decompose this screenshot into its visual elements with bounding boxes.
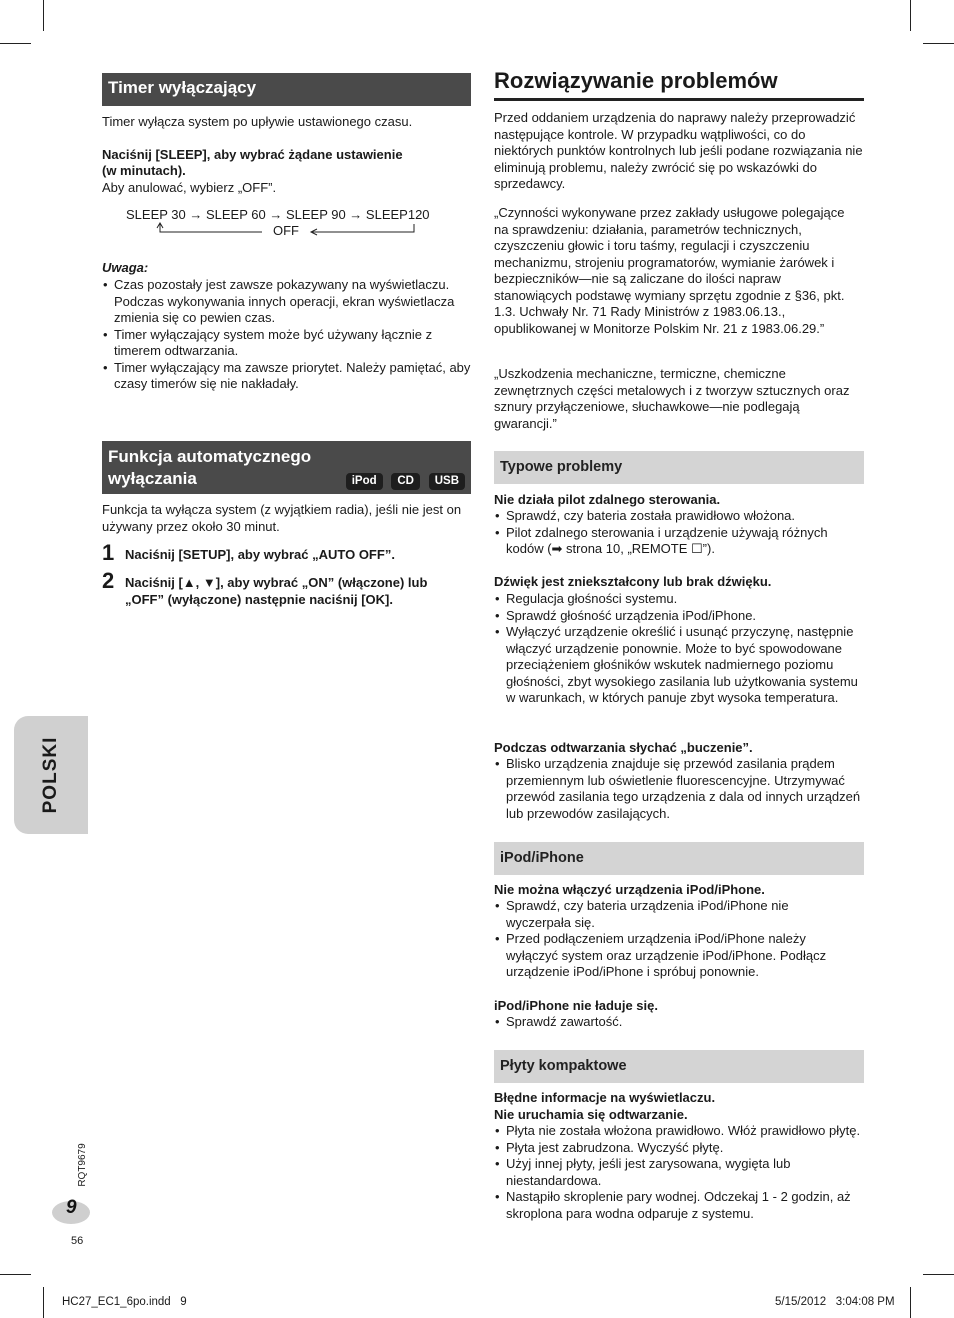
section-title: Typowe problemy — [500, 459, 623, 475]
crop-mark — [43, 1287, 44, 1318]
timer-instruction-2: (w minutach). — [102, 163, 186, 178]
badge-ipod: iPod — [346, 473, 383, 490]
crop-mark — [0, 1274, 31, 1275]
step-number: 2 — [102, 568, 115, 593]
timer-instruction-1: Naciśnij [SLEEP], aby wybrać żądane ustawienie — [102, 147, 403, 162]
auto-off-intro: Funkcja ta wyłącza system (z wyjątkiem radia), jeśli nie jest on używany przez około 30 minut. — [102, 502, 462, 534]
problem-solutions — [494, 591, 864, 707]
problem-solutions — [494, 898, 849, 981]
list-item: • Nastąpiło skroplenie pary wodnej. Odczekaj 1 - 2 godzin, aż skroplona para wodna odparuje z systemu. — [494, 1189, 864, 1222]
section-title: iPod/iPhone — [500, 850, 584, 866]
page-title: Rozwiązywanie problemów — [494, 68, 778, 93]
problem-title: Podczas odtwarzania słychać „buczenie”. — [494, 740, 753, 755]
language-label: POLSKI — [39, 736, 61, 814]
footer-date: 5/15/2012 3:04:08 PM — [775, 1296, 895, 1308]
list-item: • Sprawdź zawartość. — [494, 1014, 864, 1031]
problem-title: Nie można włączyć urządzenia iPod/iPhone. — [494, 882, 765, 897]
section-title-line-1: Funkcja automatycznego — [108, 447, 312, 466]
problem-title: iPod/iPhone nie ładuje się. — [494, 998, 658, 1013]
footer-file-info: HC27_EC1_6po.indd 9 — [62, 1296, 187, 1308]
problem-solutions — [494, 508, 864, 558]
step-text: Naciśnij [▲, ▼], aby wybrać „ON” (włączone) lub „OFF” (wyłączone) następnie naciśnij [OK]. — [125, 575, 428, 607]
section-header-cd — [494, 1050, 864, 1083]
list-item: • Timer wyłączający system może być używany łącznie z timerem odtwarzania. — [102, 327, 471, 360]
intro-paragraph-1: Przed oddaniem urządzenia do naprawy należy przeprowadzić następujące kontrole. W przypadku wątpliwości, co do niektórych punktów kontrolnych lub jeśli podane rozwiązania nie eliminują problemu, należy zwrócić się po wskazówki do sprzedawcy. — [494, 110, 863, 191]
sleep-sequence — [102, 205, 471, 241]
timer-notes — [102, 277, 471, 393]
badge-usb: USB — [429, 473, 465, 490]
problem-title: Nie uruchamia się odtwarzanie. — [494, 1107, 688, 1122]
list-item: • Przed podłączeniem urządzenia iPod/iPhone należy wyłączyć system oraz urządzenie iPod/iPhone. Podłącz urządzenie iPod/iPhone i spróbuj ponownie. — [494, 931, 849, 981]
timer-cancel: Aby anulować, wybierz „OFF”. — [102, 180, 277, 195]
problem-title: Nie działa pilot zdalnego sterowania. — [494, 492, 721, 507]
intro-paragraph-3: „Uszkodzenia mechaniczne, termiczne, chemiczne zewnętrznych części metalowych i z tworzyw sztucznych oraz sznury przyłączeniowe, słuchawkowe—nie podlegają gwarancji.” — [494, 366, 850, 431]
problem-solutions — [494, 1123, 864, 1222]
intro-paragraph-2: „Czynności wykonywane przez zakłady usługowe polegające na sprawdzeniu: działania, parametrów technicznych, czyszczeniu głowic i toru taśmy, regulacji i czyszczeniu mechanizmu, strojeniu programatorów, wymianie żarówek i bezpieczników—nie są zaliczane do ilości napraw stanowiących podstawę wymiany sprzętu zgodnie z §36, pkt. 1.3. Uchwały Nr. 71 Rady Ministrów z 1983.06.13., opublikowanej w Monitorze Polskim Nr. 21 z 1983.06.29.” — [494, 205, 845, 336]
list-item: • Regulacja głośności systemu. — [494, 591, 864, 608]
timer-intro: Timer wyłącza system po upływie ustawionego czasu. — [102, 114, 413, 129]
problem-title: Błędne informacje na wyświetlaczu. — [494, 1090, 716, 1105]
list-item: • Płyta nie została włożona prawidłowo. Włóż prawidłowo płytę. — [494, 1123, 864, 1140]
section-header-timer — [102, 73, 471, 106]
list-item: • Czas pozostały jest zawsze pokazywany na wyświetlaczu. Podczas wykonywania innych operacji, ekran wyświetlacza zmienia się co pewien czas. — [102, 277, 471, 327]
problem-solutions — [494, 1014, 864, 1031]
crop-mark — [910, 0, 911, 31]
badge-cd: CD — [391, 473, 420, 490]
section-header-auto-off — [102, 441, 471, 494]
sleep-sequence-text: SLEEP 30 → SLEEP 60 → SLEEP 90 → SLEEP120 — [126, 207, 430, 222]
crop-mark — [910, 1287, 911, 1318]
list-item: • Użyj innej płyty, jeśli jest zarysowana, wygięta lub niestandardowa. — [494, 1156, 864, 1189]
step-number: 1 — [102, 540, 115, 565]
problem-solutions — [494, 756, 864, 822]
section-title: Płyty kompaktowe — [500, 1058, 627, 1074]
crop-mark — [43, 0, 44, 31]
sleep-off-label: OFF — [273, 223, 299, 238]
problem-title: Dźwięk jest zniekształcony lub brak dźwięku. — [494, 574, 772, 589]
list-item: • Sprawdź, czy bateria została prawidłowo włożona. — [494, 508, 864, 525]
list-item: • Timer wyłączający ma zawsze priorytet. Należy pamiętać, aby czasy timerów się nie nakładały. — [102, 360, 471, 393]
document-code: RQT9679 — [76, 1143, 88, 1187]
crop-mark — [923, 1274, 954, 1275]
note-title: Uwaga: — [102, 260, 149, 275]
page-number: 9 — [66, 1197, 77, 1218]
list-item: • Pilot zdalnego sterowania i urządzenie używają różnych kodów (➡ strona 10, „REMOTE ☐”). — [494, 525, 864, 558]
list-item: • Wyłączyć urządzenie określić i usunąć przyczynę, następnie włączyć urządzenie ponownie. Może to być spowodowane przeciążeniem głośników wskutek nadmiernego poziomu głośności, zbyt wysokiego zasilania lub użytkowania systemu w warunkach, w których panuje zbyt wysoka temperatura. — [494, 624, 864, 707]
crop-mark — [923, 43, 954, 44]
section-header-typical — [494, 451, 864, 484]
list-item: • Sprawdź, czy bateria urządzenia iPod/iPhone nie wyczerpała się. — [494, 898, 849, 931]
section-title-line-2: wyłączania — [108, 469, 197, 488]
section-header-ipod — [494, 842, 864, 875]
list-item: • Płyta jest zabrudzona. Wyczyść płytę. — [494, 1140, 864, 1157]
list-item: • Sprawdź głośność urządzenia iPod/iPhone. — [494, 608, 864, 625]
crop-mark — [0, 43, 31, 44]
page-sub-number: 56 — [71, 1235, 84, 1247]
list-item: • Blisko urządzenia znajduje się przewód zasilania prądem przemiennym lub oświetlenie fluorescencyjne. Utrzymywać przewód zasilania tego urządzenia z dala od innych urządzeń lub przewodów zasilających. — [494, 756, 864, 822]
source-badges — [342, 470, 465, 490]
section-title: Timer wyłączający — [108, 78, 257, 97]
step-text: Naciśnij [SETUP], aby wybrać „AUTO OFF”. — [125, 547, 395, 562]
title-underline — [494, 98, 864, 101]
